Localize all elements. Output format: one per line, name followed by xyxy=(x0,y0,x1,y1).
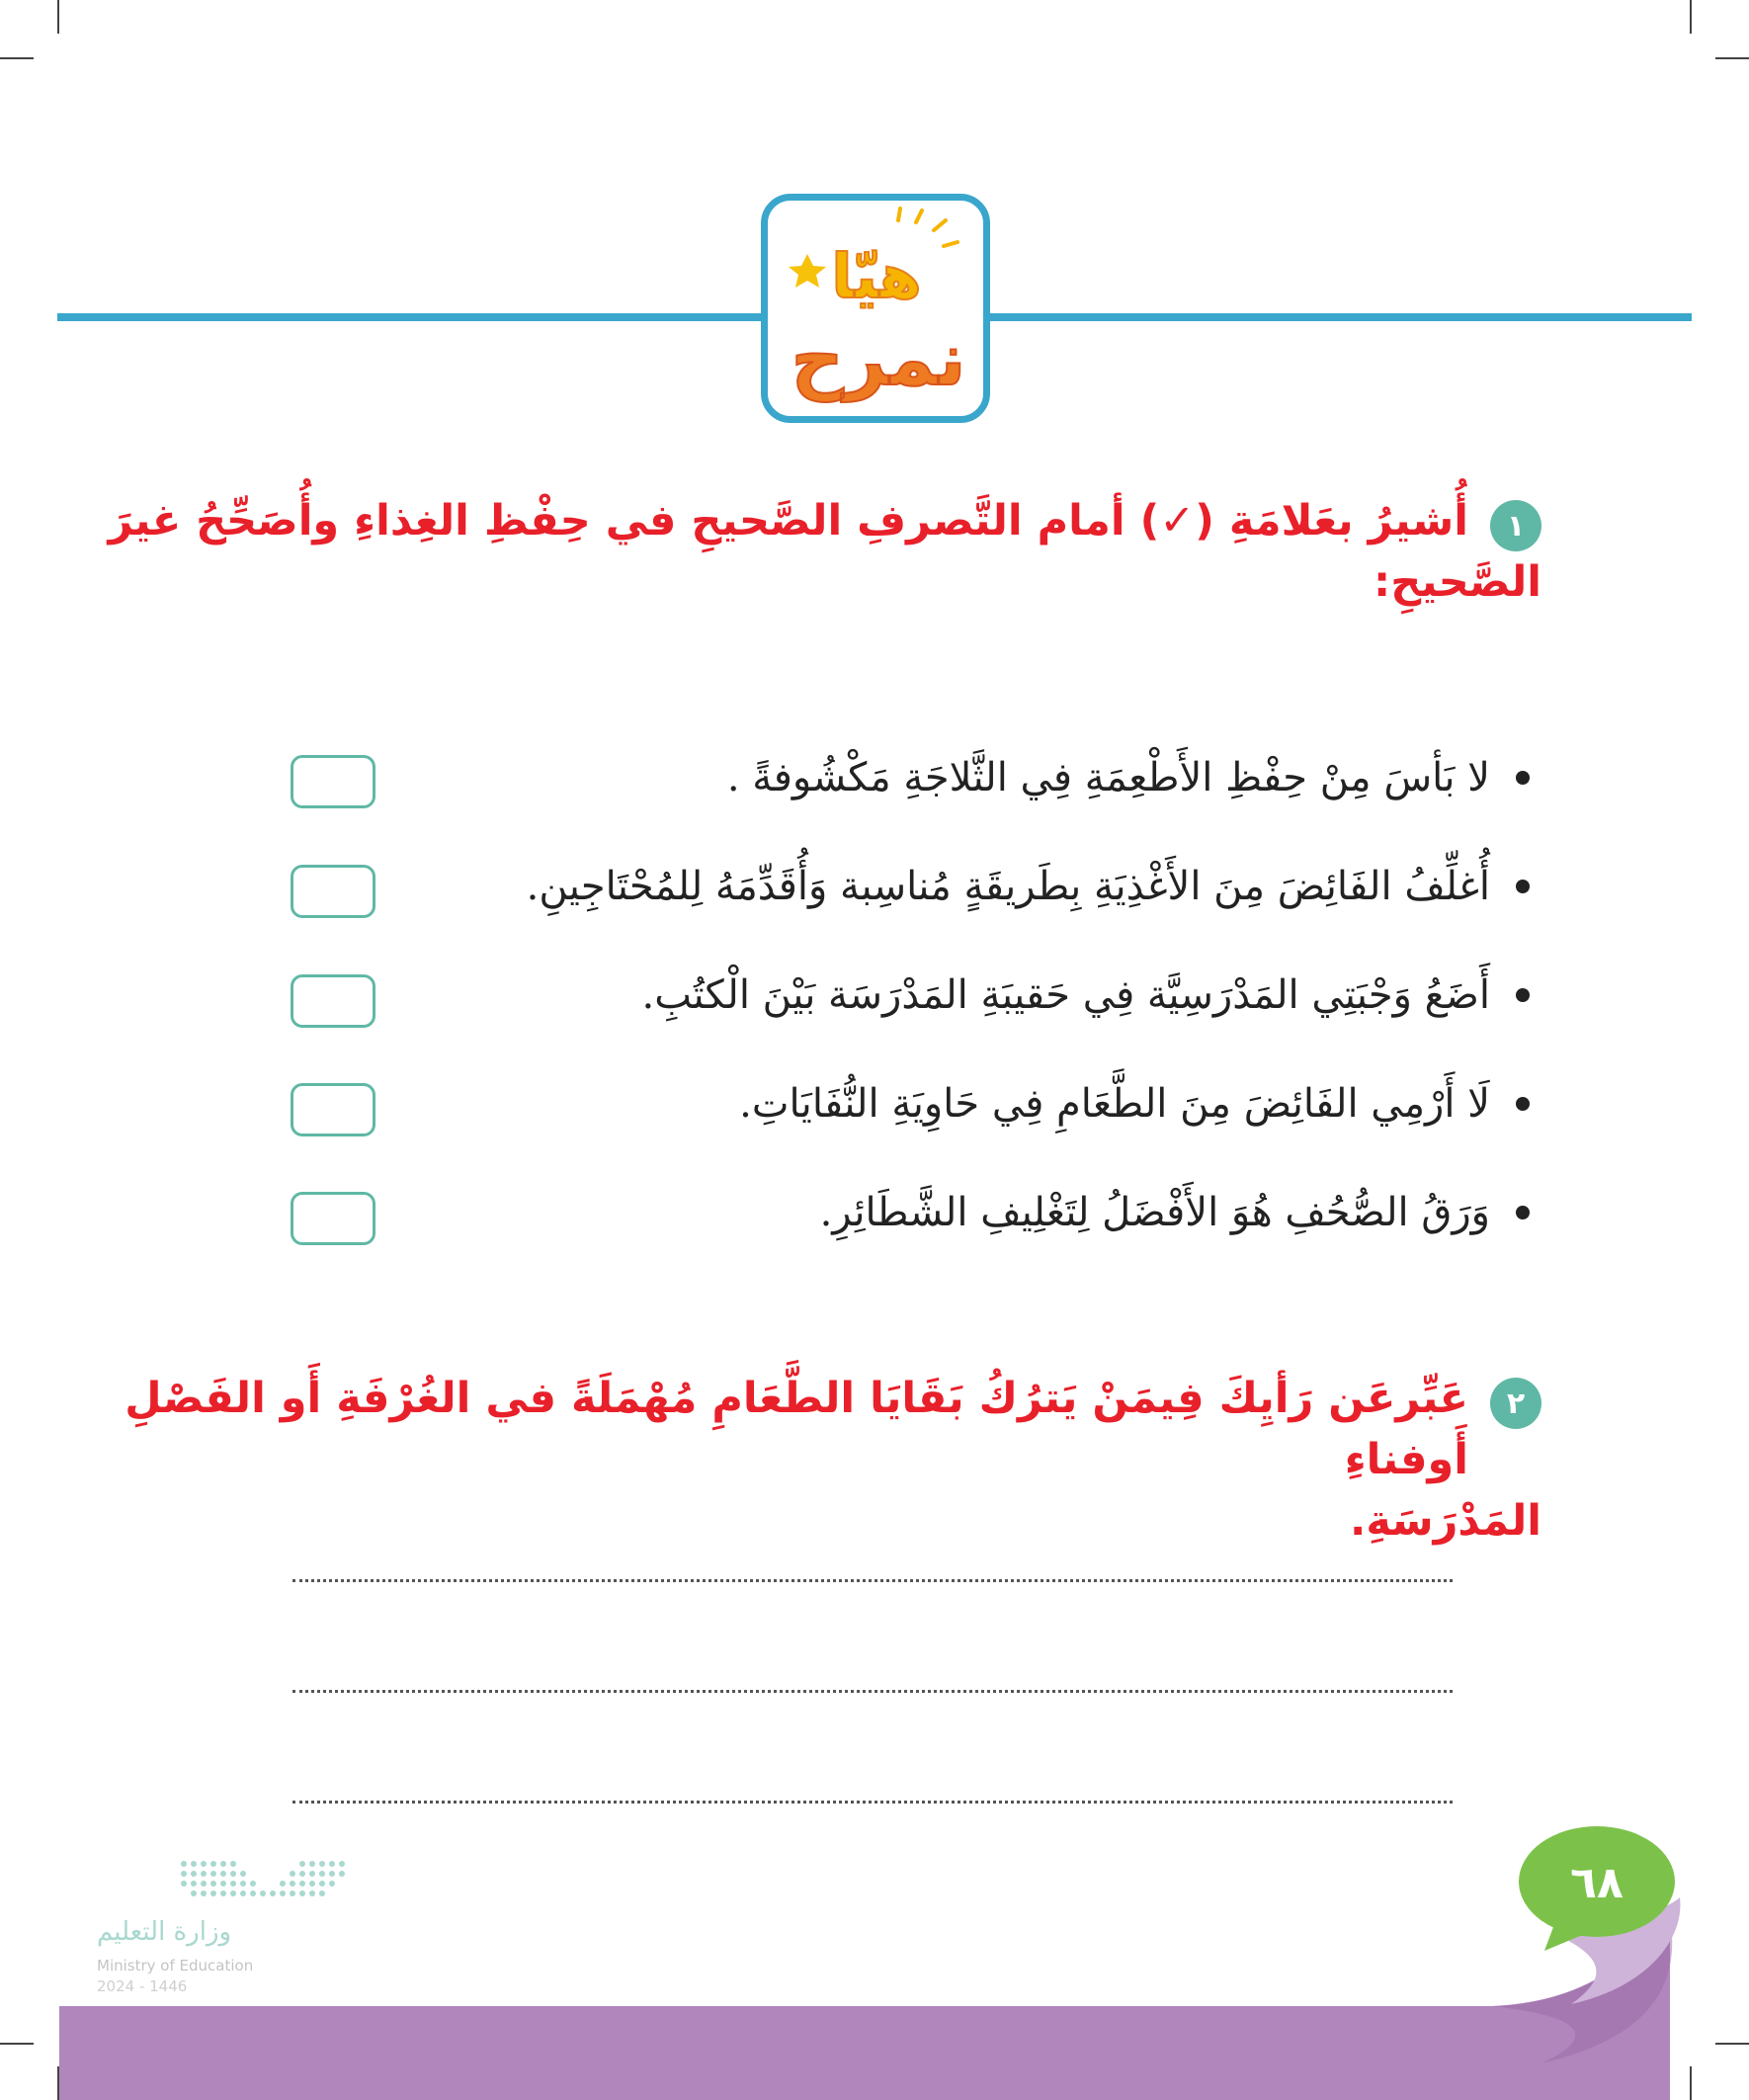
ministry-name-en: Ministry of Education xyxy=(97,1957,254,1974)
question-text xyxy=(108,490,1541,613)
question-number-badge: ٢ xyxy=(1490,1378,1541,1429)
statement-text: أُغلِّفُ الفَائِضَ مِنَ الأَغْذِيَةِ بِطَريقَةٍ مُناسِبة وَأُقَدِّمَهُ لِلمُحْتَاجِينِ. xyxy=(526,864,1490,909)
statement-text: وَرَقُ الصُّحُفِ هُوَ الأَفْضَلُ لِتَغْلِيفِ الشَّطَائِرِ. xyxy=(819,1190,1490,1235)
bullet-icon xyxy=(1516,880,1530,893)
ministry-name-ar: وزارة التعليم xyxy=(97,1917,232,1947)
answer-checkbox[interactable] xyxy=(291,974,375,1028)
answer-checkbox[interactable] xyxy=(291,1192,375,1245)
crop-mark xyxy=(1715,57,1749,59)
statement-item xyxy=(642,961,1530,1030)
question-text-line: عَبِّرعَن رَأيِكَ فِيمَنْ يَترُكُ بَقَايَا الطَّعَامِ مُهْمَلَةً في الغُرْفَةِ أَو الفَصْلِ أَوفناءِ xyxy=(125,1374,1468,1484)
crop-mark xyxy=(0,57,34,59)
answer-checkbox[interactable] xyxy=(291,1083,375,1136)
statement-item xyxy=(820,1178,1530,1247)
crop-mark xyxy=(1690,0,1692,34)
bullet-icon xyxy=(1516,1206,1530,1219)
page-number: ٦٨ xyxy=(1570,1858,1624,1908)
question-text xyxy=(0,1368,1541,1552)
statement-item xyxy=(527,852,1530,921)
logo-art xyxy=(768,201,983,416)
answer-line[interactable] xyxy=(292,1801,1453,1804)
question-text-line: الصَّحيحِ: xyxy=(1374,557,1541,607)
question-1 xyxy=(109,490,1541,613)
question-2 xyxy=(0,1368,1541,1552)
statement-item xyxy=(739,1069,1530,1138)
bullet-icon xyxy=(1516,1097,1530,1111)
bullet-icon xyxy=(1516,988,1530,1002)
lets-play-logo xyxy=(761,194,990,423)
question-text-line: أُشيرُ بعَلامَةِ (✓) أمام التَّصرفِ الصَّحيحِ في حِفْظِ الغِذاءِ وأُصَحِّحُ غيرَ xyxy=(108,496,1468,546)
answer-line[interactable] xyxy=(292,1579,1453,1582)
statement-text: لَا أَرْمِي الفَائِضَ مِنَ الطَّعَامِ فِي حَاوِيَةِ النُّفَايَاتِ. xyxy=(739,1081,1490,1127)
statement-text: لا بَأسَ مِنْ حِفْظِ الأَطْعِمَةِ فِي الثَّلاجَةِ مَكْشُوفةً . xyxy=(726,755,1490,800)
answer-checkbox[interactable] xyxy=(291,865,375,918)
statement-text: أَضَعُ وَجْبَتِي المَدْرَسِيَّة فِي حَقيبَةِ المَدْرَسَة بَيْنَ الْكتُبِ. xyxy=(641,972,1490,1018)
statement-item xyxy=(727,743,1530,812)
answer-checkbox[interactable] xyxy=(291,755,375,808)
ministry-dots-icon xyxy=(97,1858,354,1917)
crop-mark xyxy=(57,0,59,34)
bullet-icon xyxy=(1516,771,1530,785)
svg-text:نمرح: نمرح xyxy=(791,317,966,402)
svg-text:هيّا: هيّا xyxy=(831,240,922,312)
answer-line[interactable] xyxy=(292,1690,1453,1693)
question-text-line: المَدْرَسَةِ. xyxy=(1349,1496,1541,1546)
question-number-badge: ١ xyxy=(1490,500,1541,551)
ministry-year: 2024 - 1446 xyxy=(97,1977,188,1995)
